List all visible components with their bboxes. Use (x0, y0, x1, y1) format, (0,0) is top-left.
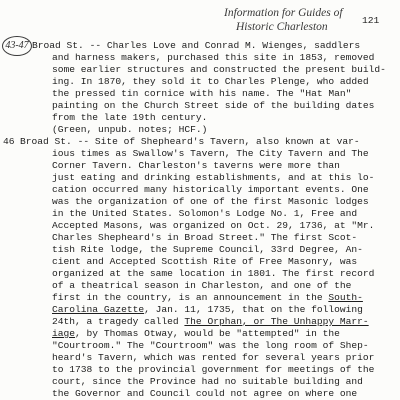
entry-43-47-broad-st (0, 40, 400, 136)
entry-line: in the United States. Solomon's Lodge No. 1, Free and (52, 208, 358, 219)
line-text: first in the country, is an announcement in the (52, 292, 329, 303)
entry-line: of a theatrical season in Charleston, and one of the (52, 280, 352, 291)
entry-line: the Governor and Council could not agree on where one (52, 388, 358, 399)
handwritten-note-line: Information for Guides of (224, 7, 343, 19)
underlined-newspaper-title: South- (328, 292, 363, 303)
entry-line: from the late 19th century. (52, 112, 208, 123)
entry-line (0, 304, 400, 316)
underlined-newspaper-title: Carolina Gazette (52, 304, 145, 315)
underlined-play-title: iage (52, 328, 76, 339)
entry-line: organized at the same location in 1801. The first record (52, 268, 375, 279)
handwritten-header-note (224, 6, 343, 34)
circled-entry-number-annotation: 43-47 (2, 36, 32, 56)
entry-line: Charles Shepheard's in Broad Street." The first Scot- (52, 232, 358, 243)
line-text: , Jan. 11, 1735, that on the following (144, 304, 363, 315)
entry-line: Broad St. -- Site of Shepheard's Tavern, also known at var- (20, 136, 360, 147)
entry-line: some earlier structures and constructed the present build- (52, 64, 386, 75)
entry-line: court, since the Province had no suitable building and (52, 376, 363, 387)
line-text: , by Thomas Otway, would be "attempted" in the (75, 328, 340, 339)
entry-line: Broad St. -- Charles Love and Conrad M. Wienges, saddlers (32, 40, 361, 51)
entry-line: ing. In 1870, they sold it to Charles Plenge, who added (52, 76, 369, 87)
entry-line: cient and Accepted Scottish Rite of Free Masonry, was (52, 256, 358, 267)
typed-body-text (0, 40, 400, 400)
entry-line (0, 292, 400, 304)
entry-line: heard's Tavern, which was rented for several years prior (52, 352, 375, 363)
entry-line: to 1738 to the provincial government for meetings of the (52, 364, 375, 375)
entry-line: and harness makers, purchased this site in 1853, removed (52, 52, 375, 63)
entry-46-broad-st (0, 136, 400, 400)
page-number: 121 (362, 15, 380, 26)
handwritten-note-line: Historic Charleston (236, 21, 328, 33)
entry-line: "Courtroom." The "Courtroom" was the long room of Shep- (52, 340, 369, 351)
entry-line: cation occurred many historically important events. One (52, 184, 369, 195)
entry-line: tish Rite lodge, the Supreme Council, 33rd Degree, An- (52, 244, 363, 255)
entry-line: ious times as Swallow's Tavern, The City Tavern and The (52, 148, 369, 159)
entry-number-label: 46 (3, 136, 15, 147)
entry-line: the pressed tin cornice with his name. The "Hat Man" (52, 88, 352, 99)
entry-line: painting on the Church Street side of the building dates (52, 100, 375, 111)
entry-line: Corner Tavern. Charleston's taverns were more than (52, 160, 340, 171)
underlined-play-title: The Orphan, or The Unhappy Marr- (184, 316, 369, 327)
entry-line (0, 328, 400, 340)
entry-line (0, 316, 400, 328)
entry-line: Accepted Masons, was organized on Oct. 29, 1736, at "Mr. (52, 220, 375, 231)
entry-line: was the organization of one of the first Masonic lodges (52, 196, 369, 207)
entry-line: just eating and drinking establishments, and at this lo- (52, 172, 375, 183)
line-text: 24th, a tragedy called (52, 316, 185, 327)
citation-line: (Green, unpub. notes; HCF.) (52, 124, 208, 135)
